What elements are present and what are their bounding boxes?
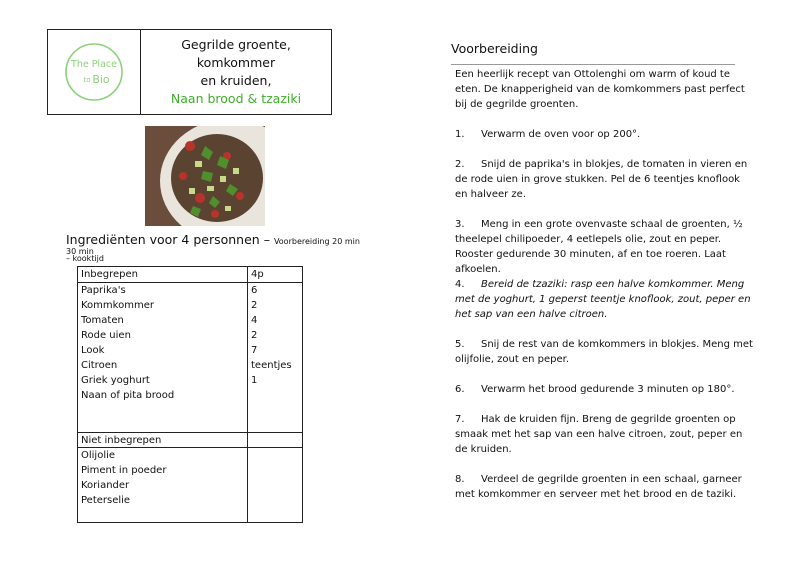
step-number: 6.: [455, 384, 465, 395]
step-4: [455, 277, 755, 322]
ingredient-name: Rode uien: [81, 330, 131, 341]
step-3: [455, 217, 755, 277]
step-text: Bereid de tzaziki: rasp een halve komkommer. Meng met de yoghurt, 1 geperst teentje knoflook, zout, peper en het sap van een halve citroen.: [455, 279, 751, 320]
step-1: [455, 127, 755, 142]
step-number: 1.: [455, 129, 465, 140]
servings-header: 4p: [251, 269, 264, 280]
ingredient-name: Kommkommer: [81, 300, 154, 311]
preparation-title: Voorbereiding: [451, 41, 538, 56]
title-line-2: en kruiden,: [200, 73, 272, 88]
ingredient-name: Griek yoghurt: [81, 375, 150, 386]
step-number: 4.: [455, 279, 465, 290]
step-number: 7.: [455, 414, 465, 425]
title-line-1: Gegrilde groente, komkommer: [181, 37, 291, 70]
recipe-title: [141, 30, 331, 114]
ingredients-heading: [66, 232, 366, 266]
not-included-item: Olijolie: [81, 450, 116, 461]
step-text: Snij de rest van de komkommers in blokjes. Meng met olijfolie, zout en peper.: [455, 339, 753, 365]
step-8: [455, 472, 755, 502]
not-included-header: Niet inbegrepen: [81, 435, 162, 446]
ingredient-qty: 2: [251, 300, 258, 311]
recipe-photo: [145, 126, 265, 226]
step-number: 3.: [455, 219, 465, 230]
ingredient-qty: teentjes: [251, 360, 292, 371]
step-text: Snijd de paprika's in blokjes, de tomaten in vieren en de rode uien in grove stukken. Pel de 6 teentjes knoflook en halveer ze.: [455, 159, 748, 200]
ingredients-title: Ingrediënten voor 4 personnen –: [66, 232, 270, 247]
ingredient-name: Naan of pita brood: [81, 390, 175, 401]
ingredient-name: Look: [81, 345, 105, 356]
recipe-header: [47, 29, 332, 115]
step-text: Verdeel de gegrilde groenten in een schaal, garneer met komkommer en serveer met het brood en de taziki.: [455, 474, 742, 500]
title-line-3: Naan brood & tzaziki: [170, 91, 302, 106]
ingredient-qty: 7: [251, 345, 258, 356]
step-text: Verwarm de oven voor op 200°.: [481, 129, 641, 140]
time-note: Voorbereiding 20 min – kooktijd: [66, 237, 360, 263]
step-5: [455, 337, 755, 367]
preparation-intro: Een heerlijk recept van Ottolenghi om warm of koud te eten. De knapperigheid van de komkommers past perfect bij de gegrilde groenten.: [455, 69, 745, 110]
ingredient-name: Tomaten: [81, 315, 124, 326]
column-divider: [247, 267, 248, 522]
not-included-item: Peterselie: [81, 495, 131, 506]
time-note-continued: 30 min: [66, 247, 94, 256]
step-text: Meng in een grote ovenvaste schaal de groenten, ½ theelepel chilipoeder, 4 eetlepels olie, zout en peper. Rooster gedurende 30 minuten, af en toe roeren. Laat afkoelen.: [455, 219, 743, 275]
ingredient-qty: 6: [251, 285, 258, 296]
logo-cell: [48, 30, 141, 114]
ingredient-qty: 4: [251, 315, 258, 326]
step-6: [455, 382, 755, 397]
ingredient-qty: 2: [251, 330, 258, 341]
the-place-to-bio-logo: [63, 41, 125, 103]
ingredient-name: Citroen: [81, 360, 118, 371]
svg-text:to: to: [83, 76, 91, 84]
step-2: [455, 157, 755, 202]
step-text: Verwarm het brood gedurende 3 minuten op 180°.: [481, 384, 735, 395]
ingredients-table: [77, 266, 303, 523]
svg-text:Bio: Bio: [92, 73, 110, 86]
not-included-item: Koriander: [81, 480, 130, 491]
ingredient-qty: 1: [251, 375, 258, 386]
step-number: 5.: [455, 339, 465, 350]
included-header: Inbegrepen: [81, 269, 139, 280]
ingredient-name: Paprika's: [81, 285, 126, 296]
not-included-item: Piment in poeder: [81, 465, 167, 476]
step-7: [455, 412, 755, 457]
step-number: 8.: [455, 474, 465, 485]
svg-text:The Place: The Place: [71, 59, 117, 70]
preparation-divider: [451, 64, 735, 65]
step-text: Hak de kruiden fijn. Breng de gegrilde groenten op smaak met het sap van een halve citroen, zout, peper en de kruiden.: [455, 414, 743, 455]
step-number: 2.: [455, 159, 465, 170]
